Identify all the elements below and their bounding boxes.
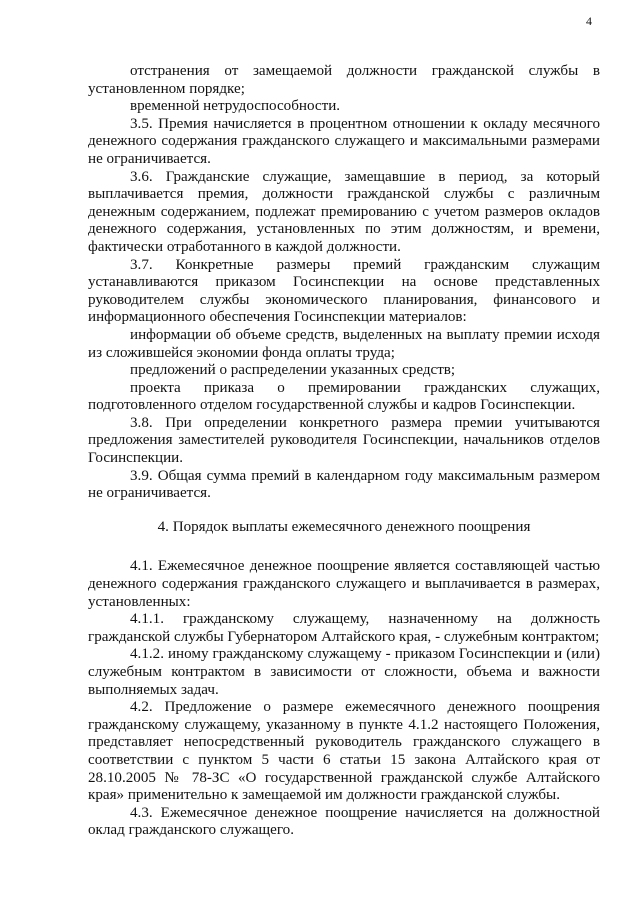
paragraph: 4.2. Предложение о размере ежемесячного денежного поощрения гражданскому служащему, указанному в пункте 4.1.2 настоящего Положения, представляет непосредственный руководитель гражданского служащего в соответствии с пунктом 5 части 6 статьи 15 закона Алтайского края от 28.10.2005 № 78-ЗС «О государственной гражданской службе Алтайского края» применительно к замещаемой им должности гражданской службы. <box>88 699 600 804</box>
document-body <box>88 63 600 840</box>
paragraph: 4.1. Ежемесячное денежное поощрение является составляющей частью денежного содержания гражданского служащего и выплачивается в размерах, установленных: <box>88 558 600 610</box>
paragraph: 4.3. Ежемесячное денежное поощрение начисляется на должностной оклад гражданского служащего. <box>88 804 600 839</box>
paragraph: временной нетрудоспособности. <box>130 98 341 115</box>
paragraph: 3.6. Гражданские служащие, замещавшие в период, за который выплачивается премия, должности гражданской службы с различным денежным содержанием, подлежат премированию с учетом размеров окладов денежного содержания, установленных по этим должностям, и времени, фактически отработанного в каждой должности. <box>88 168 600 255</box>
paragraph: отстранения от замещаемой должности гражданской службы в установленном порядке; <box>88 63 600 97</box>
paragraph: 4.1.2. иному гражданскому служащему - приказом Госинспекции и (или) служебным контрактом в зависимости от сложности, объема и важности выполняемых задач. <box>88 646 600 698</box>
paragraph: 4.1.1. гражданскому служащему, назначенному на должность гражданской службы Губернатором Алтайского края, - служебным контрактом; <box>88 611 600 645</box>
paragraph: 3.9. Общая сумма премий в календарном году максимальным размером не ограничивается. <box>88 467 600 502</box>
paragraph: 3.5. Премия начисляется в процентном отношении к окладу месячного денежного содержания гражданского служащего и максимальными размерами не ограничивается. <box>88 115 600 167</box>
page-number: 4 <box>586 14 592 28</box>
paragraph: 3.8. При определении конкретного размера премии учитываются предложения заместителей руководителя Госинспекции, начальников отделов Госинспекции. <box>88 414 600 467</box>
section-heading: 4. Порядок выплаты ежемесячного денежного поощрения <box>157 518 531 535</box>
paragraph: проекта приказа о премировании гражданских служащих, подготовленного отделом государственной службы и кадров Госинспекции. <box>88 379 600 414</box>
paragraph: информации об объеме средств, выделенных на выплату премии исходя из сложившейся экономии фонда оплаты труда; <box>88 326 600 361</box>
paragraph: 3.7. Конкретные размеры премий гражданским служащим устанавливаются приказом Госинспекции на основе представленных руководителем службы экономического планирования, финансового и информационного обеспечения Госинспекции материалов: <box>88 256 600 326</box>
paragraph: предложений о распределении указанных средств; <box>130 362 456 379</box>
